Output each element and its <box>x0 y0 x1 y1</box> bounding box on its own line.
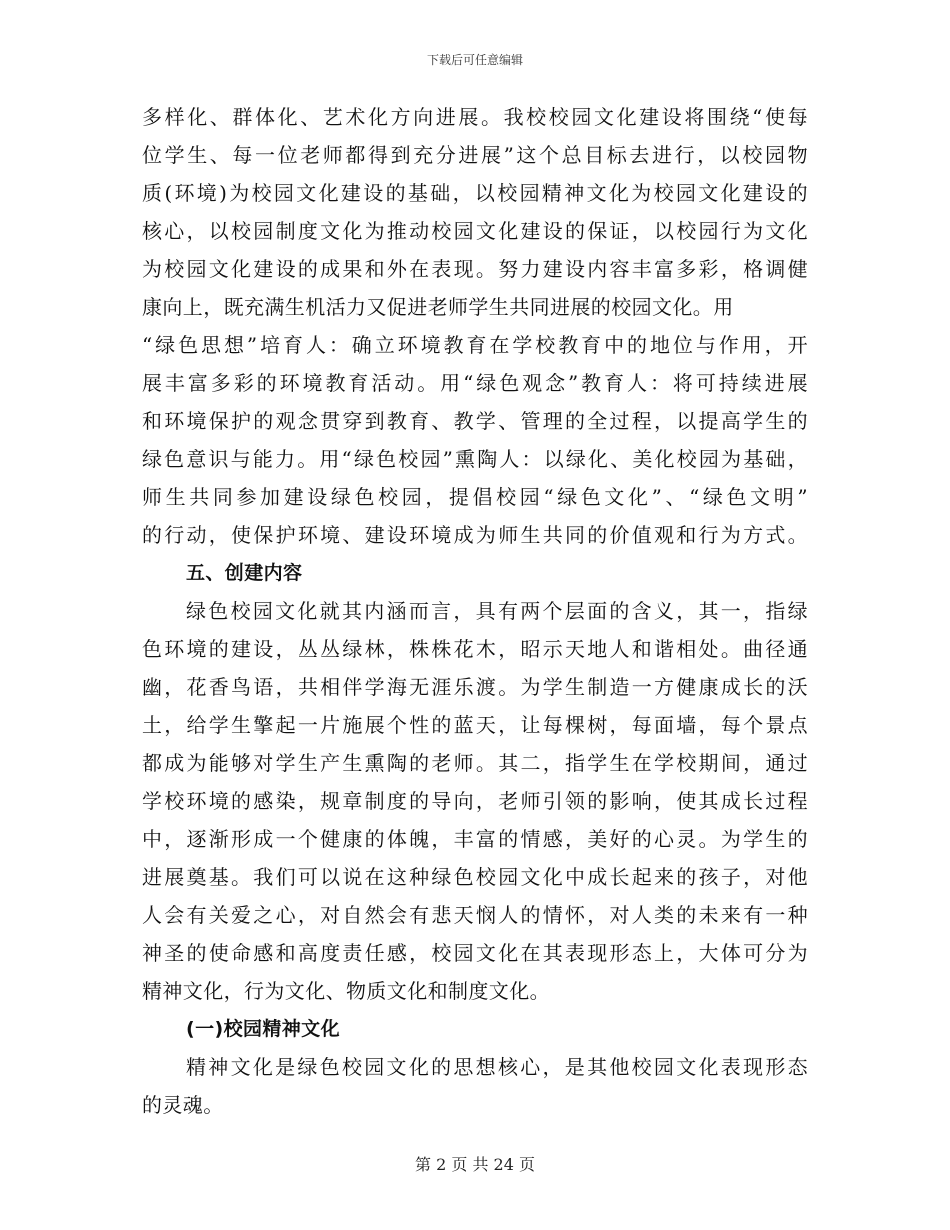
paragraph-first-line: 绿色校园文化就其内涵而言，具有两个层面的含义，其一，指绿 <box>186 599 808 623</box>
paragraph-first-line: 精神文化是绿色校园文化的思想核心，是其他校园文化表现形态 <box>186 1055 808 1079</box>
text-line: 的灵魂。 <box>142 1093 224 1117</box>
text-line: 土，给学生擎起一片施展个性的蓝天，让每棵树，每面墙，每个景点 <box>142 713 808 737</box>
text-line: 质(环境)为校园文化建设的基础，以校园精神文化为校园文化建设的 <box>142 181 808 205</box>
text-line: 幽，花香鸟语，共相伴学海无涯乐渡。为学生制造一方健康成长的沃 <box>142 675 808 699</box>
document-body <box>142 98 808 1124</box>
text-line: 为校园文化建设的成果和外在表现。努力建设内容丰富多彩，格调健 <box>142 257 808 281</box>
subsection-heading: (一)校园精神文化 <box>186 1018 340 1040</box>
text-line: 位学生、每一位老师都得到充分进展”这个总目标去进行，以校园物 <box>142 143 808 167</box>
text-line: 和环境保护的观念贯穿到教育、教学、管理的全过程，以提高学生的 <box>142 409 808 433</box>
text-line: 展丰富多彩的环境教育活动。用“绿色观念”教育人：将可持续进展 <box>142 371 808 395</box>
text-line: 精神文化，行为文化、物质文化和制度文化。 <box>142 979 550 1003</box>
text-line: 康向上，既充满生机活力又促进老师学生共同进展的校园文化。用 <box>142 295 734 319</box>
text-line: 核心，以校园制度文化为推动校园文化建设的保证，以校园行为文化 <box>142 219 808 243</box>
section-heading: 五、创建内容 <box>186 562 303 584</box>
text-line: 色环境的建设，丛丛绿林，株株花木，昭示天地人和谐相处。曲径通 <box>142 637 808 661</box>
text-line: 绿色意识与能力。用“绿色校园”熏陶人：以绿化、美化校园为基础， <box>142 447 808 471</box>
text-line: 进展奠基。我们可以说在这种绿色校园文化中成长起来的孩子，对他 <box>142 865 808 889</box>
text-line: 师生共同参加建设绿色校园，提倡校园“绿色文化”、“绿色文明” <box>142 485 808 509</box>
page-number-footer: 第 2 页 共 24 页 <box>415 1155 535 1174</box>
text-line: 都成为能够对学生产生熏陶的老师。其二，指学生在学校期间，通过 <box>142 751 808 775</box>
text-line: 神圣的使命感和高度责任感，校园文化在其表现形态上，大体可分为 <box>142 941 808 965</box>
text-line: 多样化、群体化、艺术化方向进展。我校校园文化建设将围绕“使每 <box>142 105 808 129</box>
text-line: “绿色思想”培育人：确立环境教育在学校教育中的地位与作用，开 <box>142 333 808 357</box>
text-line: 中，逐渐形成一个健康的体魄，丰富的情感，美好的心灵。为学生的 <box>142 827 808 851</box>
text-line: 学校环境的感染，规章制度的导向，老师引领的影响，使其成长过程 <box>142 789 808 813</box>
text-line: 的行动，使保护环境、建设环境成为师生共同的价值观和行为方式。 <box>142 523 808 547</box>
text-line: 人会有关爱之心，对自然会有悲天悯人的情怀，对人类的未来有一种 <box>142 903 808 927</box>
page-header: 下载后可任意编辑 <box>426 53 523 67</box>
